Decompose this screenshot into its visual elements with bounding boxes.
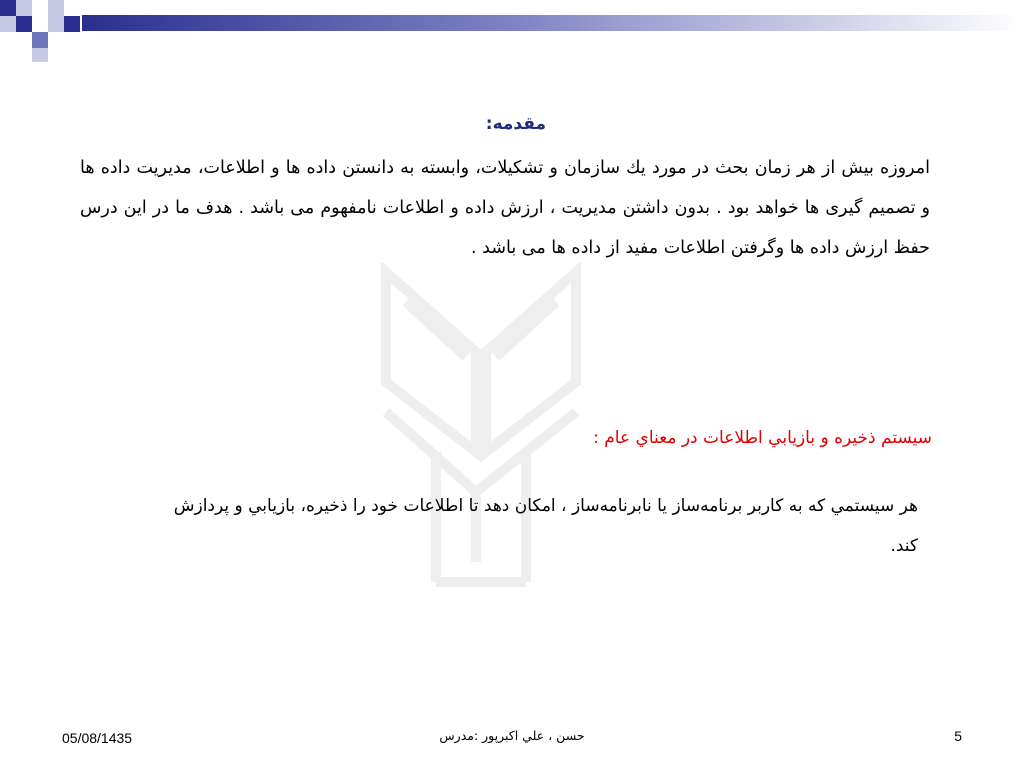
- intro-heading: مقدمه:: [485, 114, 546, 134]
- footer-date: 05/08/1435: [62, 730, 133, 746]
- footer-author: حسن ، علي اكبرپور :مدرس: [439, 728, 585, 743]
- corner-decoration: [0, 0, 120, 64]
- intro-paragraph: امروزه بيش از هر زمان بحث در مورد يك سازمان و تشكيلات، وابسته به دانستن داده ها و اطلاعات، مديريت داده ها و تصميم گيری ها خواهد بود . بدون داشتن مديريت ، ارزش داده و اطلاعات نامفهوم می باشد . هدف ما در اين درس حفظ ارزش داده ها وگرفتن اطلاعات مفيد از داده ها می باشد .: [80, 158, 930, 258]
- system-paragraph: هر سيستمي كه به كاربر برنامه‌ساز يا نابرنامه‌ساز ، امكان دهد تا اطلاعات خود را ذخيره، بازيابي و پردازش كند.: [173, 496, 918, 556]
- system-heading: سيستم ذخيره و بازيابي اطلاعات در معناي عام :: [593, 428, 932, 448]
- top-gradient-band: [82, 15, 1024, 31]
- page-number: 5: [954, 728, 962, 744]
